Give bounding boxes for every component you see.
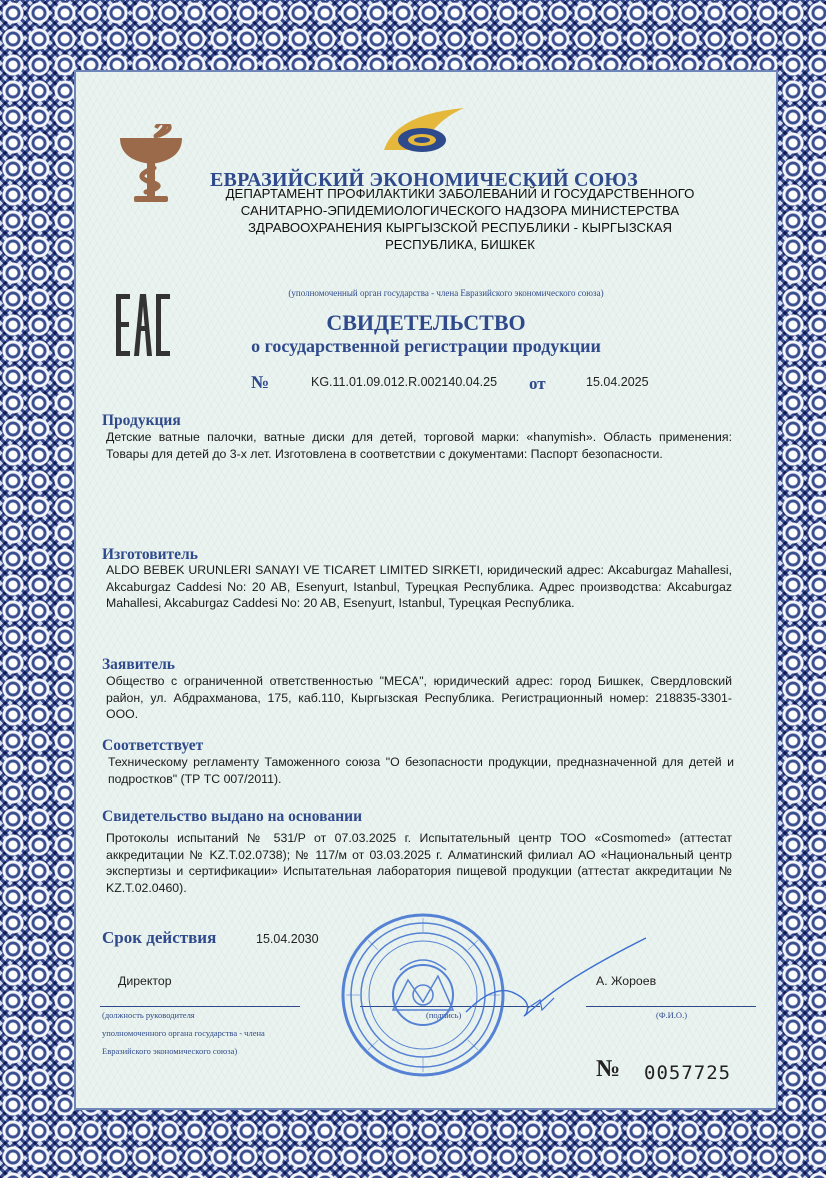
- validity-date: 15.04.2030: [256, 932, 319, 946]
- authorized-body-note: (уполномоченный орган государства - члена Евразийского экономического союза): [288, 288, 604, 298]
- applicant-section-title: Заявитель: [102, 656, 176, 673]
- eac-mark-icon: [116, 294, 170, 356]
- position-caption-1: (должность руководителя: [102, 1010, 195, 1020]
- org-name: ЕВРАЗИЙСКИЙ ЭКОНОМИЧЕСКИЙ СОЮЗ: [210, 169, 638, 191]
- registration-number-sign: №: [251, 372, 270, 392]
- document-title: СВИДЕТЕЛЬСТВО: [326, 310, 526, 335]
- basis-section-text: Протоколы испытаний № 531/P от 07.03.2025 г. Испытательный центр ТОО «Cosmomed» (аттестат аккредитации № KZ.T.02.0738); № 117/м от 03.03.2025 г. Алматинский филиал АО «Национальный центр экспертизы и сертификации» Испытательная лаборатория пищевой продукции (аттестат аккредитации № KZ.T.02.0460).: [106, 831, 732, 895]
- conforms-section-title: Соответствует: [102, 737, 204, 754]
- registration-date: 15.04.2025: [586, 375, 649, 389]
- applicant-section-text: Общество с ограниченной ответственностью "МЕСА", юридический адрес: город Бишкек, Свердловский район, ул. Абдрахманова, 175, каб.110, Кыргызская Республика. Регистрационный номер: 218835-3301-ООО.: [106, 674, 732, 721]
- eaeu-emblem-icon: [376, 104, 472, 156]
- position-caption-3: Евразийского экономического союза): [102, 1046, 238, 1056]
- manufacturer-section-text: ALDO BEBEK URUNLERI SANAYI VE TICARET LIMITED SIRKETI, юридический адрес: Akcaburgaz Mahallesi, Akcaburgaz Caddesi No: 20 AB, Esenyurt, Istanbul, Турецкая Республика. Адрес производства: Akcaburgaz Mahallesi, Akcaburgaz Caddesi No: 20 AB, Esenyurt, Istanbul, Турецкая Республика.: [106, 563, 732, 610]
- serial-number-sign: №: [596, 1056, 621, 1082]
- department-name: ДЕПАРТАМЕНТ ПРОФИЛАКТИКИ ЗАБОЛЕВАНИЙ И ГОСУДАРСТВЕННОГО САНИТАРНО-ЭПИДЕМИОЛОГИЧЕСКОГО НАДЗОРА МИНИСТЕРСТВА ЗДРАВООХРАНЕНИЯ КЫРГЫЗСКОЙ РЕСПУБЛИКИ - КЫРГЫЗСКАЯ РЕСПУБЛИКА, БИШКЕК: [225, 186, 695, 252]
- signer-name: А. Жороев: [596, 974, 657, 988]
- name-caption: (Ф.И.О.): [656, 1010, 688, 1020]
- validity-label: Срок действия: [102, 928, 217, 947]
- product-section-title: Продукция: [102, 412, 181, 429]
- document-subtitle: о государственной регистрации продукции: [251, 336, 601, 356]
- registration-date-sign: от: [529, 374, 546, 393]
- registration-number: KG.11.01.09.012.R.002140.04.25: [311, 375, 498, 389]
- basis-section-title: Свидетельство выдано на основании: [102, 808, 362, 825]
- health-emblem-icon: [116, 124, 186, 206]
- handwritten-signature-icon: [456, 932, 656, 1022]
- certificate-body: [74, 70, 778, 1110]
- position-caption-2: уполномоченного органа государства - члена: [102, 1028, 265, 1038]
- serial-number: 0057725: [644, 1062, 732, 1084]
- conforms-section-text: Техническому регламенту Таможенного союза "О безопасности продукции, предназначенной для детей и подростков" (ТР ТС 007/2011).: [108, 755, 734, 786]
- signature-caption: (подпись): [426, 1010, 462, 1020]
- manufacturer-section-title: Изготовитель: [102, 546, 198, 563]
- product-section-text: Детские ватные палочки, ватные диски для детей, торговой марки: «hanymish». Область применения: Товары для детей до 3-х лет. Изготовлена в соответствии с документами: Паспорт безопасности.: [106, 430, 732, 461]
- signer-position: Директор: [118, 974, 172, 988]
